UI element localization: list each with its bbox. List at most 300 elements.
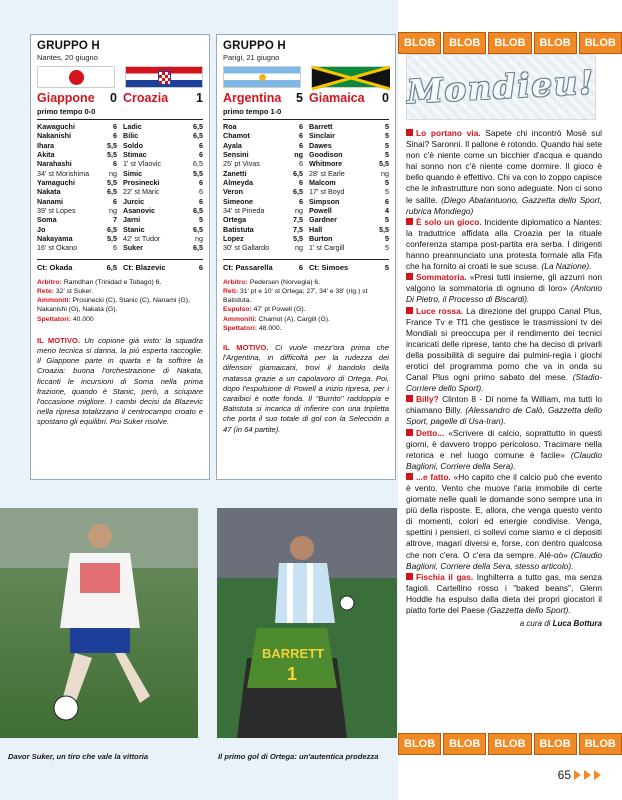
player-name: 1' st Cargill [309, 243, 345, 253]
item-heading: Luce rossa. [416, 305, 464, 316]
blob-tag: BLOB [398, 32, 441, 54]
bullet-square-icon [406, 273, 413, 280]
player-rating: 6 [113, 243, 117, 253]
player-rating: ng [295, 206, 303, 216]
player-name: 39' st Lopes [37, 206, 76, 216]
player-rating: ng [109, 206, 117, 216]
player-rating: 6 [113, 131, 117, 141]
sent-off-label: Espulso: [223, 306, 252, 314]
lineup-team1 [37, 122, 117, 253]
half-time-score: primo tempo 1-0 [223, 107, 389, 120]
player-rating: 6,5 [107, 224, 117, 234]
player-rating: 6 [299, 196, 303, 206]
player-rating: 7,5 [293, 215, 303, 225]
ortega-photo-graphic [217, 508, 397, 738]
coach2-rating: 5 [384, 262, 389, 272]
player-rating: 6 [199, 150, 203, 160]
mondieu-banner [406, 54, 596, 120]
player-name: 34' st Pineda [223, 206, 265, 216]
player-row [223, 225, 303, 234]
item-heading: È solo un gioco. [416, 216, 482, 227]
player-name: Roa [223, 122, 237, 131]
player-name: Soldo [123, 140, 143, 150]
item-source: (Gazzetta dello Sport). [484, 605, 571, 616]
credit-name: Luca Bottura [552, 619, 602, 629]
match-location: Nantes, 20 giugno [37, 53, 98, 62]
player-row [123, 215, 203, 224]
player-name: Sensini [223, 150, 249, 160]
bullet-square-icon [406, 307, 413, 314]
player-row [223, 122, 303, 131]
player-rating: 6 [199, 140, 203, 150]
teams-row [37, 91, 203, 105]
match-location: Parigi, 21 giugno [223, 53, 280, 62]
player-rating: 6,5 [193, 224, 203, 234]
flags-row [37, 66, 203, 88]
player-name: Simic [123, 168, 143, 178]
blob-column [398, 0, 616, 800]
player-name: Jurcic [123, 196, 145, 206]
player-rating: 5 [385, 178, 389, 188]
player-rating: 5,5 [107, 178, 117, 188]
player-row [123, 141, 203, 150]
item-body: «Scrivere di calcio, soprattutto in questi giorni, è davvero troppo pericoloso. Tracimare nella retorica e nel luogo comune è facile» [406, 427, 602, 460]
arrow-icon [594, 770, 601, 780]
group-title: GRUPPO H [37, 40, 100, 52]
blob-strip-top [398, 32, 616, 54]
player-name: 42' st Tudor [123, 234, 161, 244]
player-name: Powell [309, 206, 332, 216]
item-body: Inghilterra a tutto gas, ma senza fagioli. Cartellino rosso i "baked beans", Glenn Hoddle ha espulso dalla dieta dei propri giocatori il piatto forte del Paese [406, 571, 602, 616]
player-name: Whitmore [309, 159, 343, 169]
player-row [223, 234, 303, 243]
spectators-label: Spettatori: [37, 315, 71, 323]
player-name: Ortega [223, 215, 247, 225]
player-name: Sinclair [309, 131, 335, 141]
player-name: Nakanishi [37, 131, 71, 141]
goals-label: Reti: [223, 288, 239, 296]
blob-tag: BLOB [443, 32, 486, 54]
player-name: Ayala [223, 140, 242, 150]
player-name: Gardner [309, 215, 337, 225]
credit-line [406, 618, 602, 629]
item-body: Clinton 8 - Di nome fa William, ma tutti lo chiamano Billy. [406, 394, 602, 416]
player-name: Nakata [37, 187, 61, 197]
player-rating: ng [381, 168, 389, 178]
goals: 32' st Suker. [55, 288, 94, 296]
player-row [309, 159, 389, 168]
player-rating: 6 [299, 131, 303, 141]
player-row [309, 225, 389, 234]
item-heading: Fischia il gas. [416, 571, 474, 582]
player-rating: 5,5 [379, 224, 389, 234]
summary-label: IL MOTIVO. [223, 343, 269, 353]
bullet-square-icon [406, 218, 413, 225]
player-name: Soma [37, 215, 57, 225]
player-row [123, 206, 203, 215]
player-rating: 6,5 [193, 131, 203, 141]
team2-score: 1 [196, 91, 203, 105]
blob-items [406, 128, 602, 629]
player-rating: 5 [199, 215, 203, 225]
coaches-row [37, 259, 203, 272]
blob-item [406, 472, 602, 572]
player-name: Bilic [123, 131, 139, 141]
player-name: Narahashi [37, 159, 72, 169]
sent-off: 47' pt Powell (G). [253, 306, 306, 314]
blob-tag: BLOB [398, 733, 441, 755]
player-rating: 5 [385, 187, 389, 197]
player-rating: 6 [199, 187, 203, 197]
blob-tag: BLOB [443, 733, 486, 755]
player-rating: 6,5 [107, 187, 117, 197]
item-heading: Detto... [416, 427, 445, 438]
bullet-square-icon [406, 573, 413, 580]
player-row [309, 187, 389, 196]
player-name: Chamot [223, 131, 250, 141]
player-row [123, 197, 203, 206]
player-row [37, 197, 117, 206]
player-name: Burton [309, 234, 333, 244]
match-card-japan-croatia [30, 34, 210, 480]
match-details [223, 278, 389, 333]
photo-suker [0, 508, 198, 738]
blob-tag: BLOB [534, 733, 577, 755]
item-source: (Alessandro de Calò, Gazzetta dello Sport, pagelle di Usa-Iran). [406, 405, 602, 427]
player-rating: 5 [385, 215, 389, 225]
arrow-icon [584, 770, 591, 780]
player-row [123, 178, 203, 187]
goals-label: Rete: [37, 288, 54, 296]
player-name: 34' st Morishima [37, 168, 90, 178]
player-row [223, 197, 303, 206]
player-row [123, 234, 203, 243]
player-name: 1' st Vlaovic [123, 159, 162, 169]
referee-label: Arbitro: [223, 278, 248, 286]
player-rating: 6 [385, 196, 389, 206]
coach1-rating: 6 [298, 262, 303, 272]
player-name: Nakayama [37, 234, 73, 244]
player-row [223, 159, 303, 168]
team1-name: Argentina [223, 91, 282, 105]
player-rating: 6 [299, 159, 303, 169]
player-row [223, 178, 303, 187]
team1-score: 5 [296, 91, 303, 105]
player-row [37, 243, 117, 252]
player-row [123, 225, 203, 234]
player-rating: 4 [385, 206, 389, 216]
blob-item [406, 428, 602, 472]
player-row [37, 206, 117, 215]
blob-item [406, 306, 602, 395]
referee: Ramdhan (Trinidad e Tobago) 6. [63, 278, 162, 286]
player-rating: ng [295, 243, 303, 253]
coach1-name: Ct: Okada [37, 262, 73, 272]
item-source: (Antonio Di Pietro, il Processo di Biscardi). [406, 283, 602, 305]
player-row [123, 122, 203, 131]
team2-name: Giamaica [309, 91, 365, 105]
player-row [223, 141, 303, 150]
player-row [309, 122, 389, 131]
match-details [37, 278, 203, 324]
player-row [123, 150, 203, 159]
player-rating: 6 [299, 122, 303, 131]
lineup-team2 [309, 122, 389, 253]
player-name: 22' st Maric [123, 187, 160, 197]
page-number-text: 65 [557, 768, 571, 782]
player-name: Simeone [223, 196, 253, 206]
player-row [309, 178, 389, 187]
item-source: (La Nazione). [539, 261, 592, 272]
player-rating: 6,5 [193, 243, 203, 253]
bullet-square-icon [406, 473, 413, 480]
blob-item [406, 272, 602, 305]
player-row [309, 131, 389, 140]
player-name: Jo [37, 224, 46, 234]
player-name: Simpson [309, 196, 340, 206]
player-row [37, 234, 117, 243]
player-row [223, 131, 303, 140]
player-row [223, 169, 303, 178]
jamaica-flag-icon [311, 66, 389, 88]
player-name: Hall [309, 224, 323, 234]
bookings-label: Ammoniti: [223, 315, 257, 323]
player-rating: 6 [299, 178, 303, 188]
item-body: Sapete chi incontrò Mosè sul Sinai? Saronni. Il pallone è rotondo. Quando hai sete non c'è niente come un bicchier d'acqua e quando hai sonno non c'è niente come dormire. Il gioco è bello quando è effettivo. Chi va con lo zoppo capisce che le infrastrutture non sono adeguate. Non ci sono le salite. [406, 128, 602, 205]
spectators-label: Spettatori: [223, 324, 257, 332]
player-rating: 5 [385, 140, 389, 150]
referee: Pedersen (Norvegia) 6. [249, 278, 321, 286]
blob-item [406, 572, 602, 616]
player-name: Kawaguchi [37, 122, 75, 131]
player-name: Zanetti [223, 168, 247, 178]
bookings-label: Ammoniti: [37, 297, 71, 305]
group-title: GRUPPO H [223, 40, 286, 52]
spectators: 40.000 [72, 315, 94, 323]
item-body: «Presi tutti insieme, gli azzurri non valgono la sommatoria di ognuno di loro» [406, 272, 602, 294]
player-rating: ng [109, 168, 117, 178]
player-row [309, 234, 389, 243]
item-source: (Stadio-Corriere dello Sport). [406, 372, 602, 394]
player-row [37, 131, 117, 140]
teams-row [223, 91, 389, 105]
half-time-score: primo tempo 0-0 [37, 107, 203, 120]
player-rating: 6 [113, 122, 117, 131]
player-rating: 5,5 [107, 140, 117, 150]
player-name: Stanic [123, 224, 145, 234]
player-row [309, 197, 389, 206]
player-rating: 6,5 [293, 168, 303, 178]
arrow-icon [574, 770, 581, 780]
team2-score: 0 [382, 91, 389, 105]
player-row [123, 169, 203, 178]
item-body: La direzione del gruppo Canal Plus, France Tv e Tf1 che gestisce le trasmissioni tv dei Mondiali si preoccupa per il rendimento dei tecnici incaricati delle riprese, tanto che ha deciso di privarli della possibilità di seguire dai pulmini-regia i giochi erotici del programma porno che va in onda su Canal Plus ogni primo sabato del mese. [406, 305, 602, 383]
player-name: Asanovic [123, 206, 155, 216]
player-rating: 5,5 [107, 150, 117, 160]
caption-left: Davor Suker, un tiro che vale la vittoria [8, 752, 149, 761]
player-rating: 6 [199, 178, 203, 188]
player-rating: 5 [385, 150, 389, 160]
player-row [37, 122, 117, 131]
bullet-square-icon [406, 395, 413, 402]
blob-item [406, 128, 602, 217]
player-row [309, 206, 389, 215]
player-row [309, 243, 389, 252]
item-heading: Sommatoria. [416, 272, 467, 283]
player-name: Malcom [309, 178, 336, 188]
blob-tag: BLOB [579, 32, 622, 54]
item-body: «Ho capito che il calcio può che evento è vento. Vento che muove l'aria immobile di certe giornate nelle quali le domande sono sempre una in più della risposte. E, allora, che venga questo vento di momenti, colori ed energie condivise. Venga, spettini i pensieri, ci sollevi come siamo e ci depositi altrove, magari diversi e, forse, con dentro qualcosa che non c'era. O c'era da sempre. Alé-oò» [406, 471, 602, 560]
argentina-flag-icon [223, 66, 301, 88]
player-row [123, 131, 203, 140]
player-rating: 6 [299, 140, 303, 150]
player-name: Ihara [37, 140, 55, 150]
referee-label: Arbitro: [37, 278, 62, 286]
player-row [37, 215, 117, 224]
blob-item [406, 394, 602, 427]
player-rating: 5 [385, 243, 389, 253]
caption-right: Il primo gol di Ortega: un'autentica prodezza [218, 752, 379, 761]
player-name: Ladic [123, 122, 142, 131]
coach2-name: Ct: Simoes [309, 262, 349, 272]
item-heading: ...e fatto. [416, 471, 451, 482]
match-summary [37, 336, 203, 428]
flags-row [223, 66, 389, 88]
player-name: Lopez [223, 234, 244, 244]
player-rating: 6,5 [193, 122, 203, 131]
player-name: Almeyda [223, 178, 253, 188]
bullet-square-icon [406, 429, 413, 436]
spectators: 48.000. [258, 324, 282, 332]
player-rating: 5 [385, 131, 389, 141]
player-rating: 5,5 [193, 168, 203, 178]
player-row [223, 206, 303, 215]
player-rating: 5,5 [107, 234, 117, 244]
credit-prefix: a cura di [519, 619, 553, 629]
player-row [37, 178, 117, 187]
player-name: Stimac [123, 150, 147, 160]
photo-ortega [217, 508, 397, 738]
player-name: 30' st Gallardo [223, 243, 270, 253]
player-name: Goodison [309, 150, 343, 160]
match-card-argentina-jamaica [216, 34, 396, 480]
player-name: Prosinecki [123, 178, 160, 188]
lineup-team2 [123, 122, 203, 253]
player-row [37, 169, 117, 178]
page-number [558, 768, 601, 782]
team1-score: 0 [110, 91, 117, 105]
item-source: (Claudio Baglioni, Corriere della Sera, stesso articolo). [406, 549, 602, 571]
player-rating: 7,5 [293, 224, 303, 234]
coaches-row [223, 259, 389, 272]
player-name: 17' st Boyd [309, 187, 345, 197]
player-name: 16' st Okano [37, 243, 78, 253]
player-row [37, 187, 117, 196]
lineup-team1 [223, 122, 303, 253]
player-row [223, 150, 303, 159]
summary-label: IL MOTIVO. [37, 335, 80, 345]
player-name: Barrett [309, 122, 333, 131]
player-name: Dawes [309, 140, 332, 150]
player-row [223, 187, 303, 196]
player-rating: 5 [385, 234, 389, 244]
player-row [37, 159, 117, 168]
svg-text:BARRETT: BARRETT [262, 646, 325, 661]
player-rating: 5,5 [293, 234, 303, 244]
coach1-rating: 6,5 [106, 262, 117, 272]
svg-text:1: 1 [287, 664, 298, 684]
player-rating: 5 [385, 122, 389, 131]
player-rating: 7 [113, 215, 117, 225]
player-name: Veron [223, 187, 243, 197]
item-source: (Diego Abatantuono, Gazzetta dello Sport, rubrica Mondiego) [406, 194, 602, 216]
bookings: Prosinecki (C), Stanic (C), Nanami (G), Nakanishi (G), Nakata (G). [37, 297, 190, 314]
japan-flag-icon [37, 66, 115, 88]
blob-tag: BLOB [534, 32, 577, 54]
player-row [37, 141, 117, 150]
player-row [123, 187, 203, 196]
goals: 31' pt e 10' st Ortega; 27', 34' e 38' (rig.) st Batistuta. [223, 288, 368, 305]
player-rating: 6 [113, 159, 117, 169]
player-name: 28' st Earle [309, 168, 345, 178]
team2-name: Croazia [123, 91, 169, 105]
banner-title: Mondieu! [406, 63, 596, 111]
player-name: Suker [123, 243, 143, 253]
blob-tag: BLOB [488, 32, 531, 54]
item-heading: Billy? [416, 394, 439, 405]
match-summary [223, 343, 389, 435]
player-name: Yamaguchi [37, 178, 75, 188]
player-row [223, 243, 303, 252]
blob-tag: BLOB [488, 733, 531, 755]
player-rating: 6,5 [193, 159, 203, 169]
player-rating: 6,5 [193, 206, 203, 216]
player-rating: ng [195, 234, 203, 244]
summary-text: Un copione già visto: la squadra meno tecnica si danna, la più esperta raccoglie. Il Giappone parte in quarta e fa soffrire la Croazia: buona l'orchestrazione di Nakata, ficcanti le incursioni di Soma nella prima frazione, quando è Stanic, però, a sciupare l'occasione migliore. I cambi decisi da Blazevic nella ripresa totalizzano il centrocampo croato e spostano gli equilibri. Poi Suker risolve. [37, 335, 203, 427]
item-heading: Lo portano via. [416, 128, 481, 138]
blob-tag: BLOB [579, 733, 622, 755]
player-name: Nanami [37, 196, 63, 206]
player-name: Akita [37, 150, 55, 160]
player-rating: 6 [199, 196, 203, 206]
blob-item [406, 217, 602, 272]
player-row [123, 159, 203, 168]
player-row [123, 243, 203, 252]
player-row [309, 215, 389, 224]
croatia-flag-icon [125, 66, 203, 88]
player-row [37, 225, 117, 234]
team1-name: Giappone [37, 91, 95, 105]
coach2-name: Ct: Blazevic [123, 262, 166, 272]
player-row [37, 150, 117, 159]
player-rating: 6,5 [293, 187, 303, 197]
coach2-rating: 6 [198, 262, 203, 272]
player-name: Jarni [123, 215, 141, 225]
jamaica-flag-graphic [312, 67, 390, 89]
summary-text: Ci vuole mezz'ora prima che l'Argentina, in difficoltà per la rudezza dei difensori giamaicani, trovi il bandolo della matassa grazie a un capolavoro di Ortega. Poi, dopo l'espulsione di Powell a inizio ripresa, per i caraibici è notte fonda. Il "Burrito" raddoppia e Batistuta si incarica di infierire con una tripletta che porta il suo totale di gol con la Selección a 47 (in 64 partite). [223, 343, 389, 434]
player-row [309, 141, 389, 150]
item-body: Incidente diplomatico a Nantes: la traduttrice affidata alla Croazia per la rituale conferenza stampa post-partita era serba. I dirigenti hanno preannunciato una protesta formale alla Fifa che ha fornito ai croati le sue scuse. [406, 216, 602, 272]
player-rating: ng [294, 150, 303, 160]
bookings: Chamot (A), Cargill (G). [258, 315, 330, 323]
item-source: (Claudio Baglioni, Corriere della Sera). [406, 449, 602, 471]
player-name: 25' pt Vivas [223, 159, 260, 169]
player-name: Batistuta [223, 224, 254, 234]
blob-strip-bottom [398, 733, 616, 755]
bullet-square-icon [406, 129, 413, 136]
player-row [223, 215, 303, 224]
coach1-name: Ct: Passarella [223, 262, 273, 272]
